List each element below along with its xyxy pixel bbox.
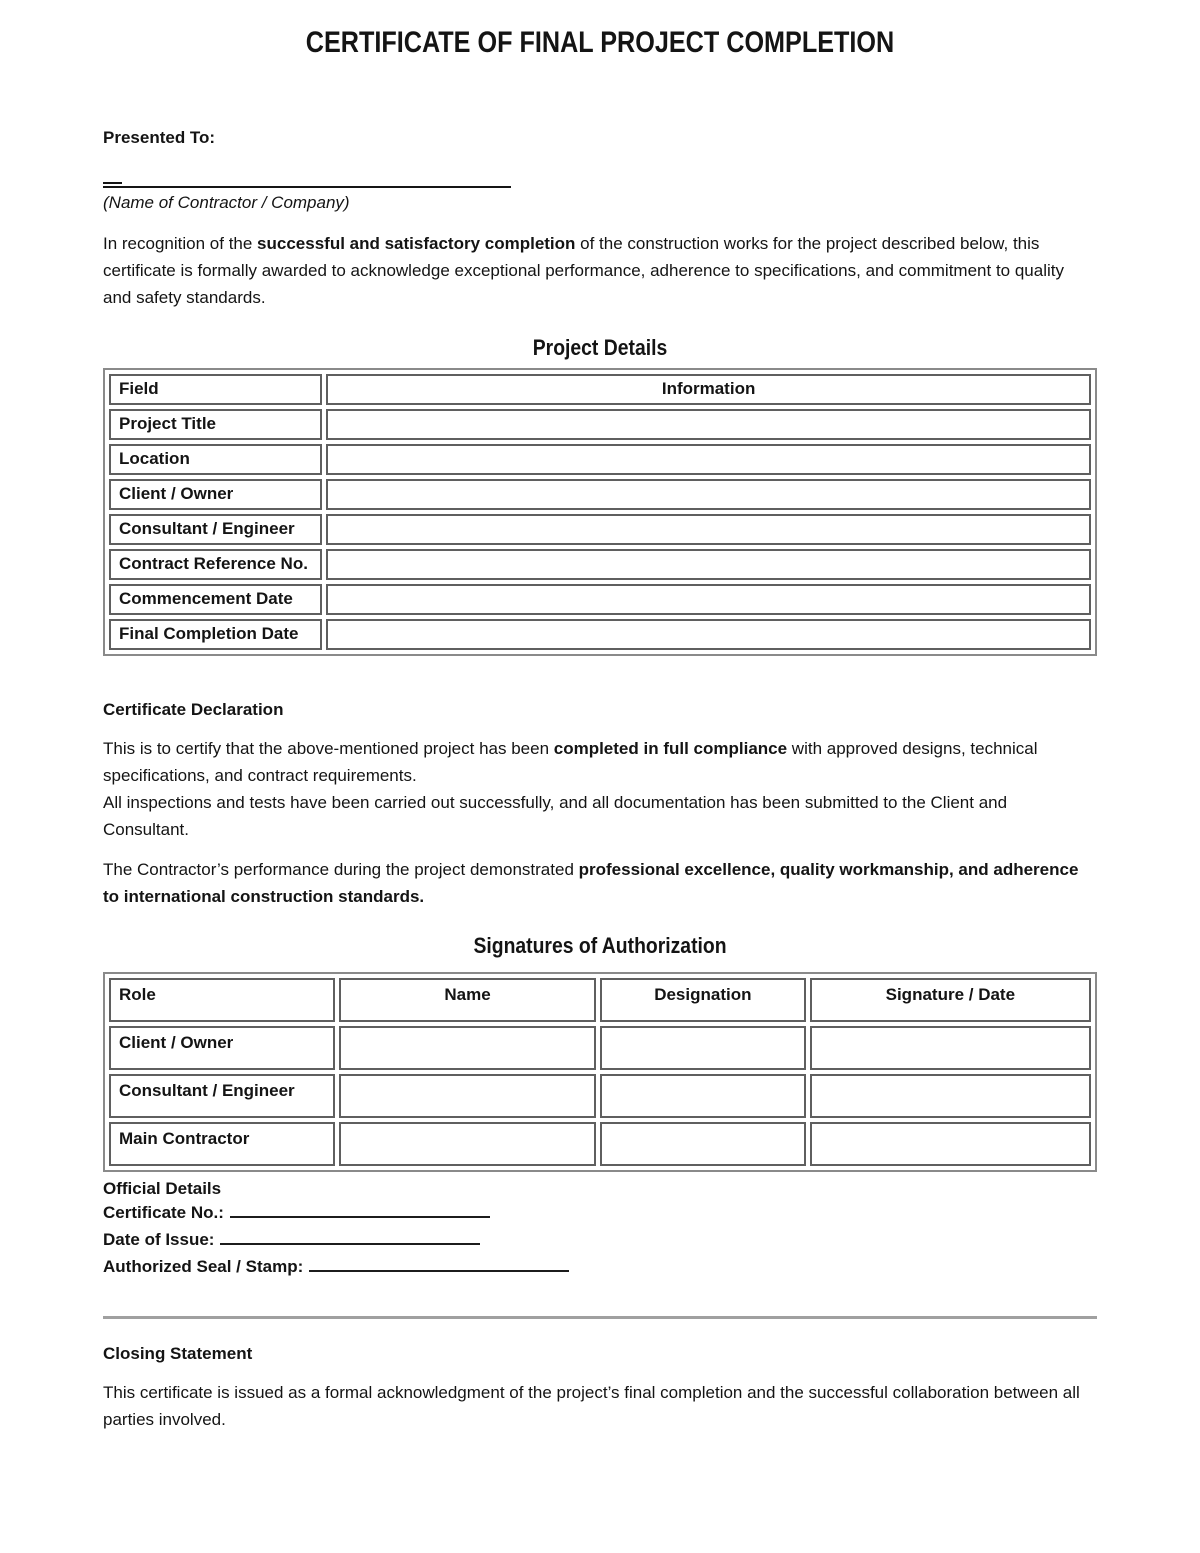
project-row-label: Contract Reference No. bbox=[109, 549, 322, 580]
signature-designation-cell-consultant[interactable] bbox=[600, 1074, 806, 1118]
declaration-text-line2: All inspections and tests have been carried out successfully, and all documentation has been submitted to the Client and Consultant. bbox=[103, 792, 1008, 839]
table-row bbox=[109, 584, 1091, 615]
project-row-label: Project Title bbox=[109, 409, 322, 440]
project-row-label: Final Completion Date bbox=[109, 619, 322, 650]
table-row bbox=[109, 514, 1091, 545]
project-info-cell-project-title[interactable] bbox=[326, 409, 1091, 440]
signature-name-cell-contractor[interactable] bbox=[339, 1122, 596, 1166]
project-info-cell-contract-reference[interactable] bbox=[326, 549, 1091, 580]
signatures-heading: Signatures of Authorization bbox=[473, 932, 727, 958]
intro-paragraph bbox=[103, 230, 1097, 311]
section-divider bbox=[103, 1316, 1097, 1319]
declaration-heading: Certificate Declaration bbox=[103, 699, 284, 719]
signature-date-cell-client[interactable] bbox=[810, 1026, 1091, 1070]
signature-name-cell-client[interactable] bbox=[339, 1026, 596, 1070]
performance-text-pre: The Contractor’s performance during the project demonstrated bbox=[103, 859, 579, 879]
table-row bbox=[109, 1074, 1091, 1118]
project-details-heading: Project Details bbox=[532, 334, 668, 360]
signature-row-label: Consultant / Engineer bbox=[109, 1074, 335, 1118]
certificate-no-blank[interactable] bbox=[230, 1205, 490, 1218]
signature-col-role: Role bbox=[109, 978, 335, 1022]
intro-text-bold: successful and satisfactory completion bbox=[257, 233, 576, 253]
signature-table-header-row bbox=[109, 978, 1091, 1022]
project-row-label: Location bbox=[109, 444, 322, 475]
signature-date-cell-consultant[interactable] bbox=[810, 1074, 1091, 1118]
project-col-field: Field bbox=[109, 374, 322, 405]
project-info-cell-consultant-engineer[interactable] bbox=[326, 514, 1091, 545]
signatures-table bbox=[103, 972, 1097, 1172]
project-row-label: Client / Owner bbox=[109, 479, 322, 510]
blank-line-start-dash bbox=[103, 182, 122, 184]
closing-statement-text: This certificate is issued as a formal acknowledgment of the project’s final completion and the successful collaboration between all parties involved. bbox=[103, 1382, 1080, 1429]
intro-text-pre: In recognition of the bbox=[103, 233, 258, 253]
declaration-paragraph-1 bbox=[103, 735, 1097, 843]
signature-designation-cell-client[interactable] bbox=[600, 1026, 806, 1070]
contractor-name-blank-line[interactable] bbox=[103, 184, 511, 188]
project-table-header-row bbox=[109, 374, 1091, 405]
table-row bbox=[109, 1122, 1091, 1166]
table-row bbox=[109, 1026, 1091, 1070]
table-row bbox=[109, 444, 1091, 475]
signature-row-label: Client / Owner bbox=[109, 1026, 335, 1070]
project-col-information: Information bbox=[326, 374, 1091, 405]
signature-name-cell-consultant[interactable] bbox=[339, 1074, 596, 1118]
project-info-cell-location[interactable] bbox=[326, 444, 1091, 475]
signature-designation-cell-contractor[interactable] bbox=[600, 1122, 806, 1166]
table-row bbox=[109, 549, 1091, 580]
table-row bbox=[109, 479, 1091, 510]
authorized-seal-label: Authorized Seal / Stamp: bbox=[103, 1256, 304, 1276]
document-title: CERTIFICATE OF FINAL PROJECT COMPLETION bbox=[305, 26, 895, 59]
presented-to-label: Presented To: bbox=[103, 127, 216, 147]
project-row-label: Consultant / Engineer bbox=[109, 514, 322, 545]
date-of-issue-line bbox=[103, 1226, 1097, 1253]
closing-statement-heading: Closing Statement bbox=[103, 1343, 253, 1363]
declaration-text-pre: This is to certify that the above-mentioned project has been bbox=[103, 738, 554, 758]
project-details-table bbox=[103, 368, 1097, 656]
project-info-cell-final-completion-date[interactable] bbox=[326, 619, 1091, 650]
certificate-no-label: Certificate No.: bbox=[103, 1202, 224, 1222]
project-info-cell-commencement-date[interactable] bbox=[326, 584, 1091, 615]
project-info-cell-client-owner[interactable] bbox=[326, 479, 1091, 510]
declaration-text-bold: completed in full compliance bbox=[553, 738, 788, 758]
declaration-paragraph-2 bbox=[103, 856, 1097, 910]
table-row bbox=[109, 619, 1091, 650]
signature-col-signature-date: Signature / Date bbox=[810, 978, 1091, 1022]
declaration-text-post: with approved designs, technical specifications, and contract requirements. bbox=[103, 738, 1038, 785]
certificate-no-line bbox=[103, 1199, 1097, 1226]
signature-col-designation: Designation bbox=[600, 978, 806, 1022]
intro-text-post: of the construction works for the project described below, this certificate is formally awarded to acknowledge exceptional performance, adherence to specifications, and commitment to quality and safety standards. bbox=[103, 233, 1064, 307]
date-of-issue-blank[interactable] bbox=[220, 1232, 480, 1245]
signature-row-label: Main Contractor bbox=[109, 1122, 335, 1166]
performance-text-bold: professional excellence, quality workmanship, and adherence to international construction standards. bbox=[103, 859, 1079, 906]
date-of-issue-label: Date of Issue: bbox=[103, 1229, 215, 1249]
authorized-seal-line bbox=[103, 1253, 1097, 1280]
contractor-name-caption: (Name of Contractor / Company) bbox=[103, 192, 350, 212]
authorized-seal-blank[interactable] bbox=[309, 1259, 569, 1272]
project-row-label: Commencement Date bbox=[109, 584, 322, 615]
table-row bbox=[109, 409, 1091, 440]
signature-col-name: Name bbox=[339, 978, 596, 1022]
official-details-heading: Official Details bbox=[103, 1178, 222, 1198]
signature-date-cell-contractor[interactable] bbox=[810, 1122, 1091, 1166]
